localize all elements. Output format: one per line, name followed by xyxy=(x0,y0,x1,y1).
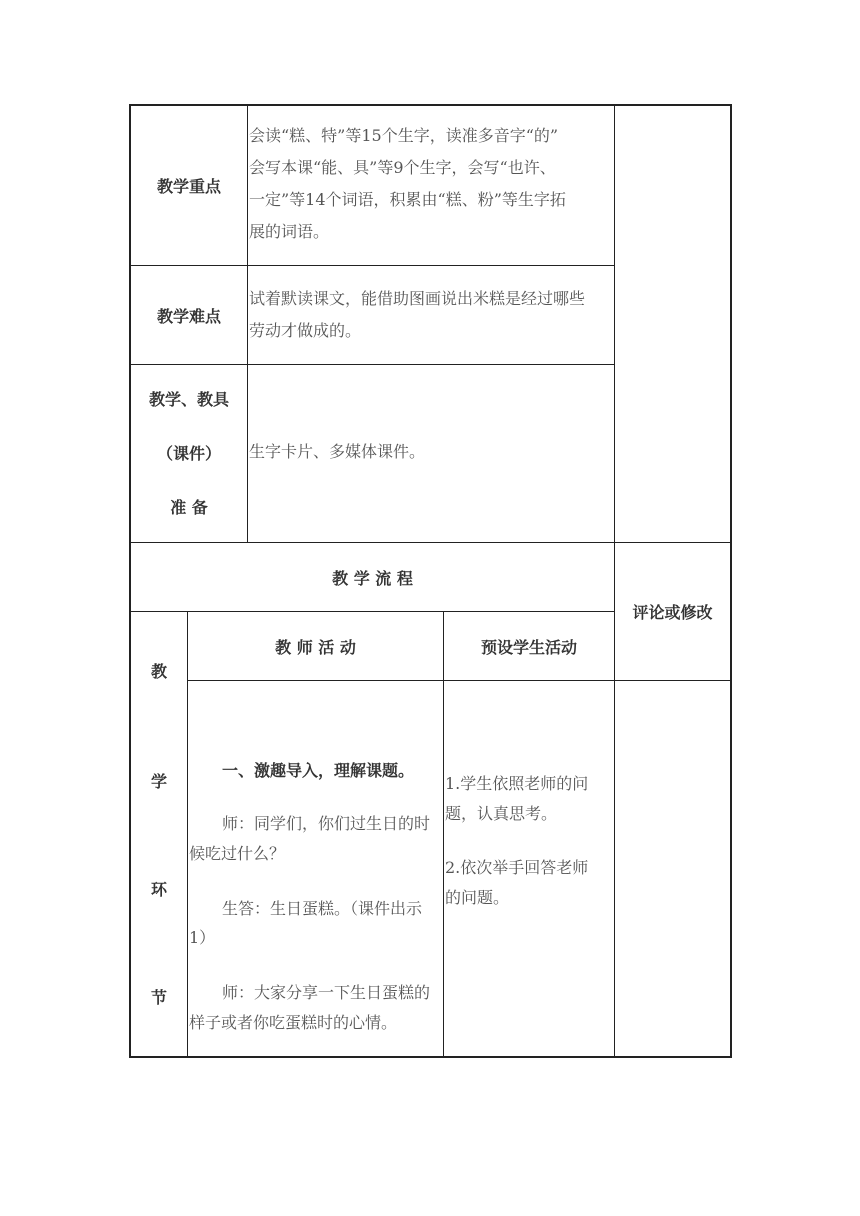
teacher-section-title: 一、激趣导入，理解课题。 xyxy=(222,761,415,780)
teacher-line: 师：大家分享一下生日蛋糕的 xyxy=(222,983,431,1002)
stage-char: 学 xyxy=(150,771,167,791)
stage-char: 节 xyxy=(150,987,167,1007)
student-activity-header: 预设学生活动 xyxy=(480,637,577,657)
difficulty-line: 劳动才做成的。 xyxy=(249,321,362,340)
student-line: 2.依次举手回答老师 xyxy=(445,858,589,877)
teacher-line: 生答：生日蛋糕。（课件出示 xyxy=(222,899,423,918)
teacher-line: 师：同学们，你们过生日的时 xyxy=(222,814,431,833)
difficulty-content xyxy=(249,283,615,347)
student-line: 的问题。 xyxy=(445,888,510,907)
teacher-line: 候吃过什么？ xyxy=(189,844,286,863)
teacher-line: 样子或者你吃蛋糕时的心情。 xyxy=(189,1013,398,1032)
difficulty-label: 教学难点 xyxy=(156,306,221,326)
flow-title: 教 学 流 程 xyxy=(332,568,413,588)
comment-header: 评论或修改 xyxy=(632,603,713,622)
tools-content: 生字卡片、多媒体课件。 xyxy=(249,442,426,461)
stage-char: 教 xyxy=(150,661,167,681)
focus-line: 会读“糕、特”等15个生字，读准多音字“的” xyxy=(249,126,559,145)
focus-line: 展的词语。 xyxy=(249,222,330,241)
tools-label-line-3: 准 备 xyxy=(170,497,208,517)
focus-line: 一定”等14个词语，积累由“糕、粉”等生字拓 xyxy=(249,190,566,209)
focus-content xyxy=(249,120,615,248)
student-line: 1.学生依照老师的问 xyxy=(445,774,589,793)
teacher-activity-header: 教 师 活 动 xyxy=(275,637,356,657)
student-line: 题，认真思考。 xyxy=(445,804,558,823)
stage-char: 环 xyxy=(150,879,167,899)
teacher-line: 1） xyxy=(189,928,216,947)
focus-label: 教学重点 xyxy=(156,177,221,196)
difficulty-line: 试着默读课文，能借助图画说出米糕是经过哪些 xyxy=(249,289,586,308)
tools-label-line-2: （课件） xyxy=(156,443,221,463)
focus-line: 会写本课“能、具”等9个生字，会写“也许、 xyxy=(249,158,556,177)
tools-label-line-1: 教学、教具 xyxy=(148,389,229,409)
